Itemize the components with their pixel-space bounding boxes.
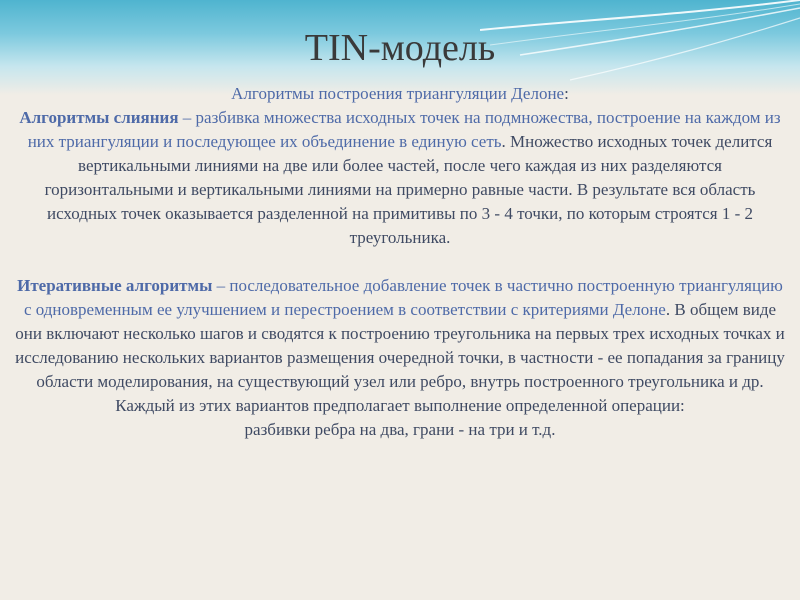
merge-lead: – разбивка множества исходных точек на подмножества, построение на каждом из них триангуляции и последующее их объединение в единую сеть	[27, 108, 781, 151]
merge-paragraph	[14, 106, 786, 250]
paragraph-gap	[14, 250, 786, 274]
iterative-paragraph	[14, 274, 786, 418]
iterative-lead: – последовательное добавление точек в частично построенную триангуляцию с одновременным ее улучшением и перестроением в соответствии с критериями Делоне	[23, 276, 783, 319]
iterative-last-line: разбивки ребра на два, грани - на три и т.д.	[244, 420, 556, 439]
iterative-body: . В общем виде они включают несколько шагов и сводятся к построению треугольника на первых трех исходных точках и исследованию нескольких вариантов размещения очередной точки, в частности - ее попадания за границу области моделирования, на существующий узел или ребро, внутрь построенного треугольника и др. Каждый из этих вариантов предполагает выполнение определенной операции:	[15, 300, 785, 415]
merge-end: .	[446, 228, 451, 247]
heading-colon: :	[564, 84, 569, 103]
slide-content	[14, 82, 786, 442]
heading-text: Алгоритмы построения триангуляции Делоне	[231, 84, 565, 103]
slide-title: TIN-модель	[304, 27, 496, 69]
merge-term: Алгоритмы слияния	[19, 108, 179, 127]
iterative-term: Итеративные алгоритмы	[17, 276, 213, 295]
merge-body: . Множество исходных точек делится вертикальными линиями на две или более частей, после чего каждая из них разделяются горизонтальными и вертикальными линиями на примерно равные части. В результате вся область исходных точек оказывается разделенной на примитивы по 3 - 4 точки, по которым строятся 1 - 2 треугольника	[44, 132, 773, 247]
section-heading	[14, 82, 786, 106]
